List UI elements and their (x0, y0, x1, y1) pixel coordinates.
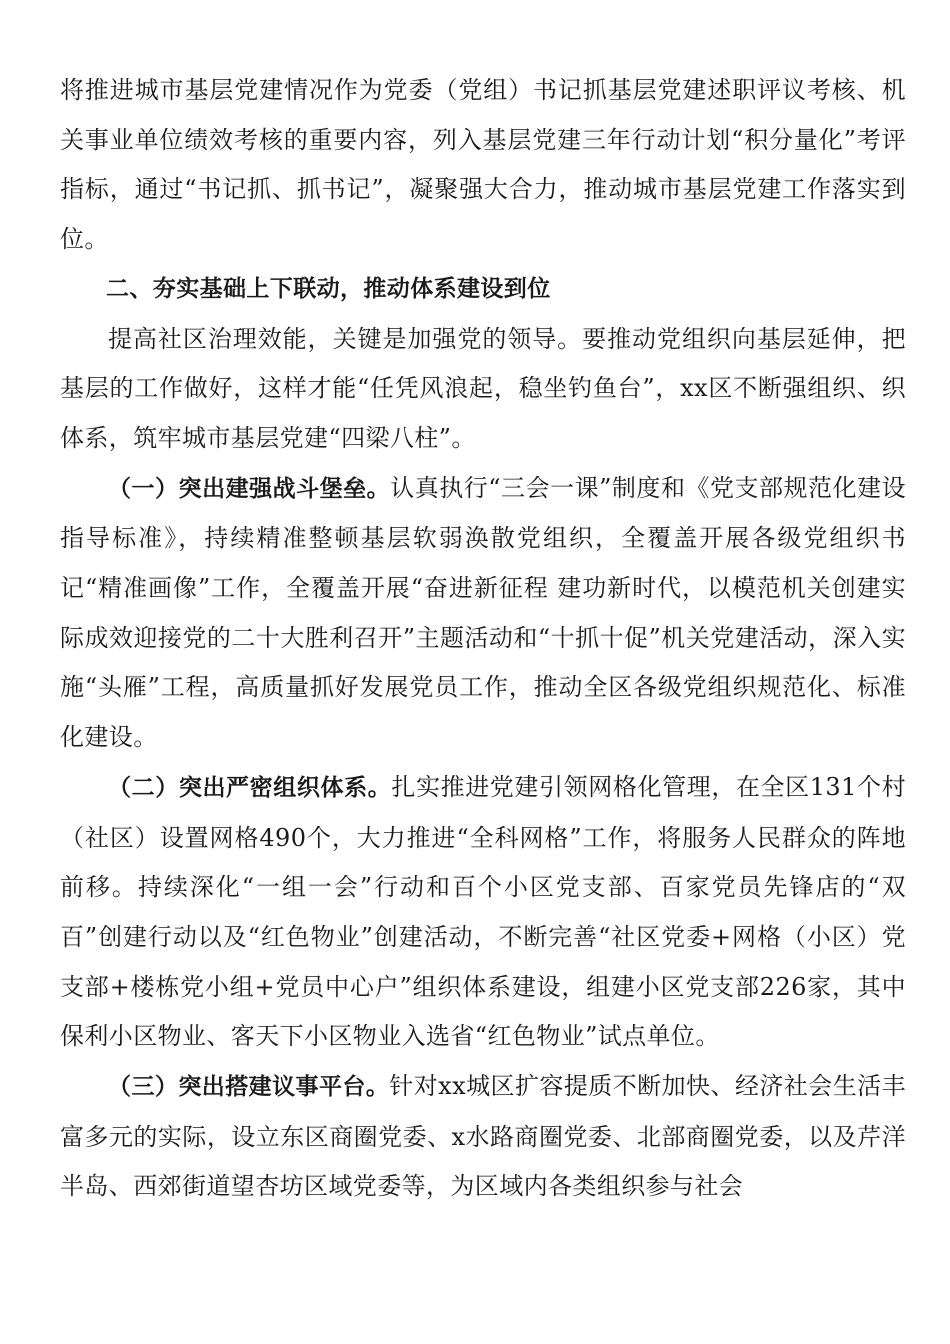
item-2-text: 扎实推进党建引领网格化管理，在全区131个村（社区）设置网格490个，大力推进“全科网格”工作，将服务人民群众的阵地前移。持续深化“一组一会”行动和百个小区党支部、百家党员先锋店的“双百”创建行动以及“红色物业”创建活动，不断完善“社区党委+网格（小区）党支部+楼栋党小组+党员中心户”组织体系建设，组建小区党支部226家，其中保利小区物业、客天下小区物业入选省“红色物业”试点单位。 (60, 772, 906, 1051)
paragraph-continued: 将推进城市基层党建情况作为党委（党组）书记抓基层党建述职评议考核、机关事业单位绩效考核的重要内容，列入基层党建三年行动计划“积分量化”考评指标，通过“书记抓、抓书记”，凝聚强大合力，推动城市基层党建工作落实到位。 (60, 76, 906, 254)
item-3-text: 针对xx城区扩容提质不断加快、经济社会生活丰富多元的实际，设立东区商圈党委、x水路商圈党委、北部商圈党委，以及芹洋半岛、西郊街道望杏坊区域党委等，为区域内各类组织参与社会 (60, 1072, 906, 1201)
item-2-lead: （二）突出严密组织体系。 (108, 774, 392, 801)
section-heading-2: 二、夯实基础上下联动，推动体系建设到位 (106, 275, 551, 302)
document-body (60, 66, 906, 1212)
paragraph-item-3 (60, 1062, 906, 1212)
item-1-text: 认真执行“三会一课”制度和《党支部规范化建设指导标准》，持续精准整顿基层软弱涣散党组织，全覆盖开展各级党组织书记“精准画像”工作，全覆盖开展“奋进新征程 建功新时代，以模范机关创建实际成效迎接党的二十大胜利召开”主题活动和“十抓十促”机关党建活动，深入实施“头雁”工程，高质量抓好发展党员工作，推动全区各级党组织规范化、标准化建设。 (60, 473, 906, 752)
paragraph-item-2 (60, 763, 906, 1062)
paragraph-item-1 (60, 464, 906, 763)
item-3-lead: （三）突出搭建议事平台。 (108, 1074, 390, 1101)
paragraph-intro: 提高社区治理效能，关键是加强党的领导。要推动党组织向基层延伸，把基层的工作做好，这样才能“任凭风浪起，稳坐钓鱼台”，xx区不断强组织、织体系，筑牢城市基层党建“四梁八柱”。 (60, 324, 906, 452)
item-1-lead: （一）突出建强战斗堡垒。 (108, 475, 391, 502)
